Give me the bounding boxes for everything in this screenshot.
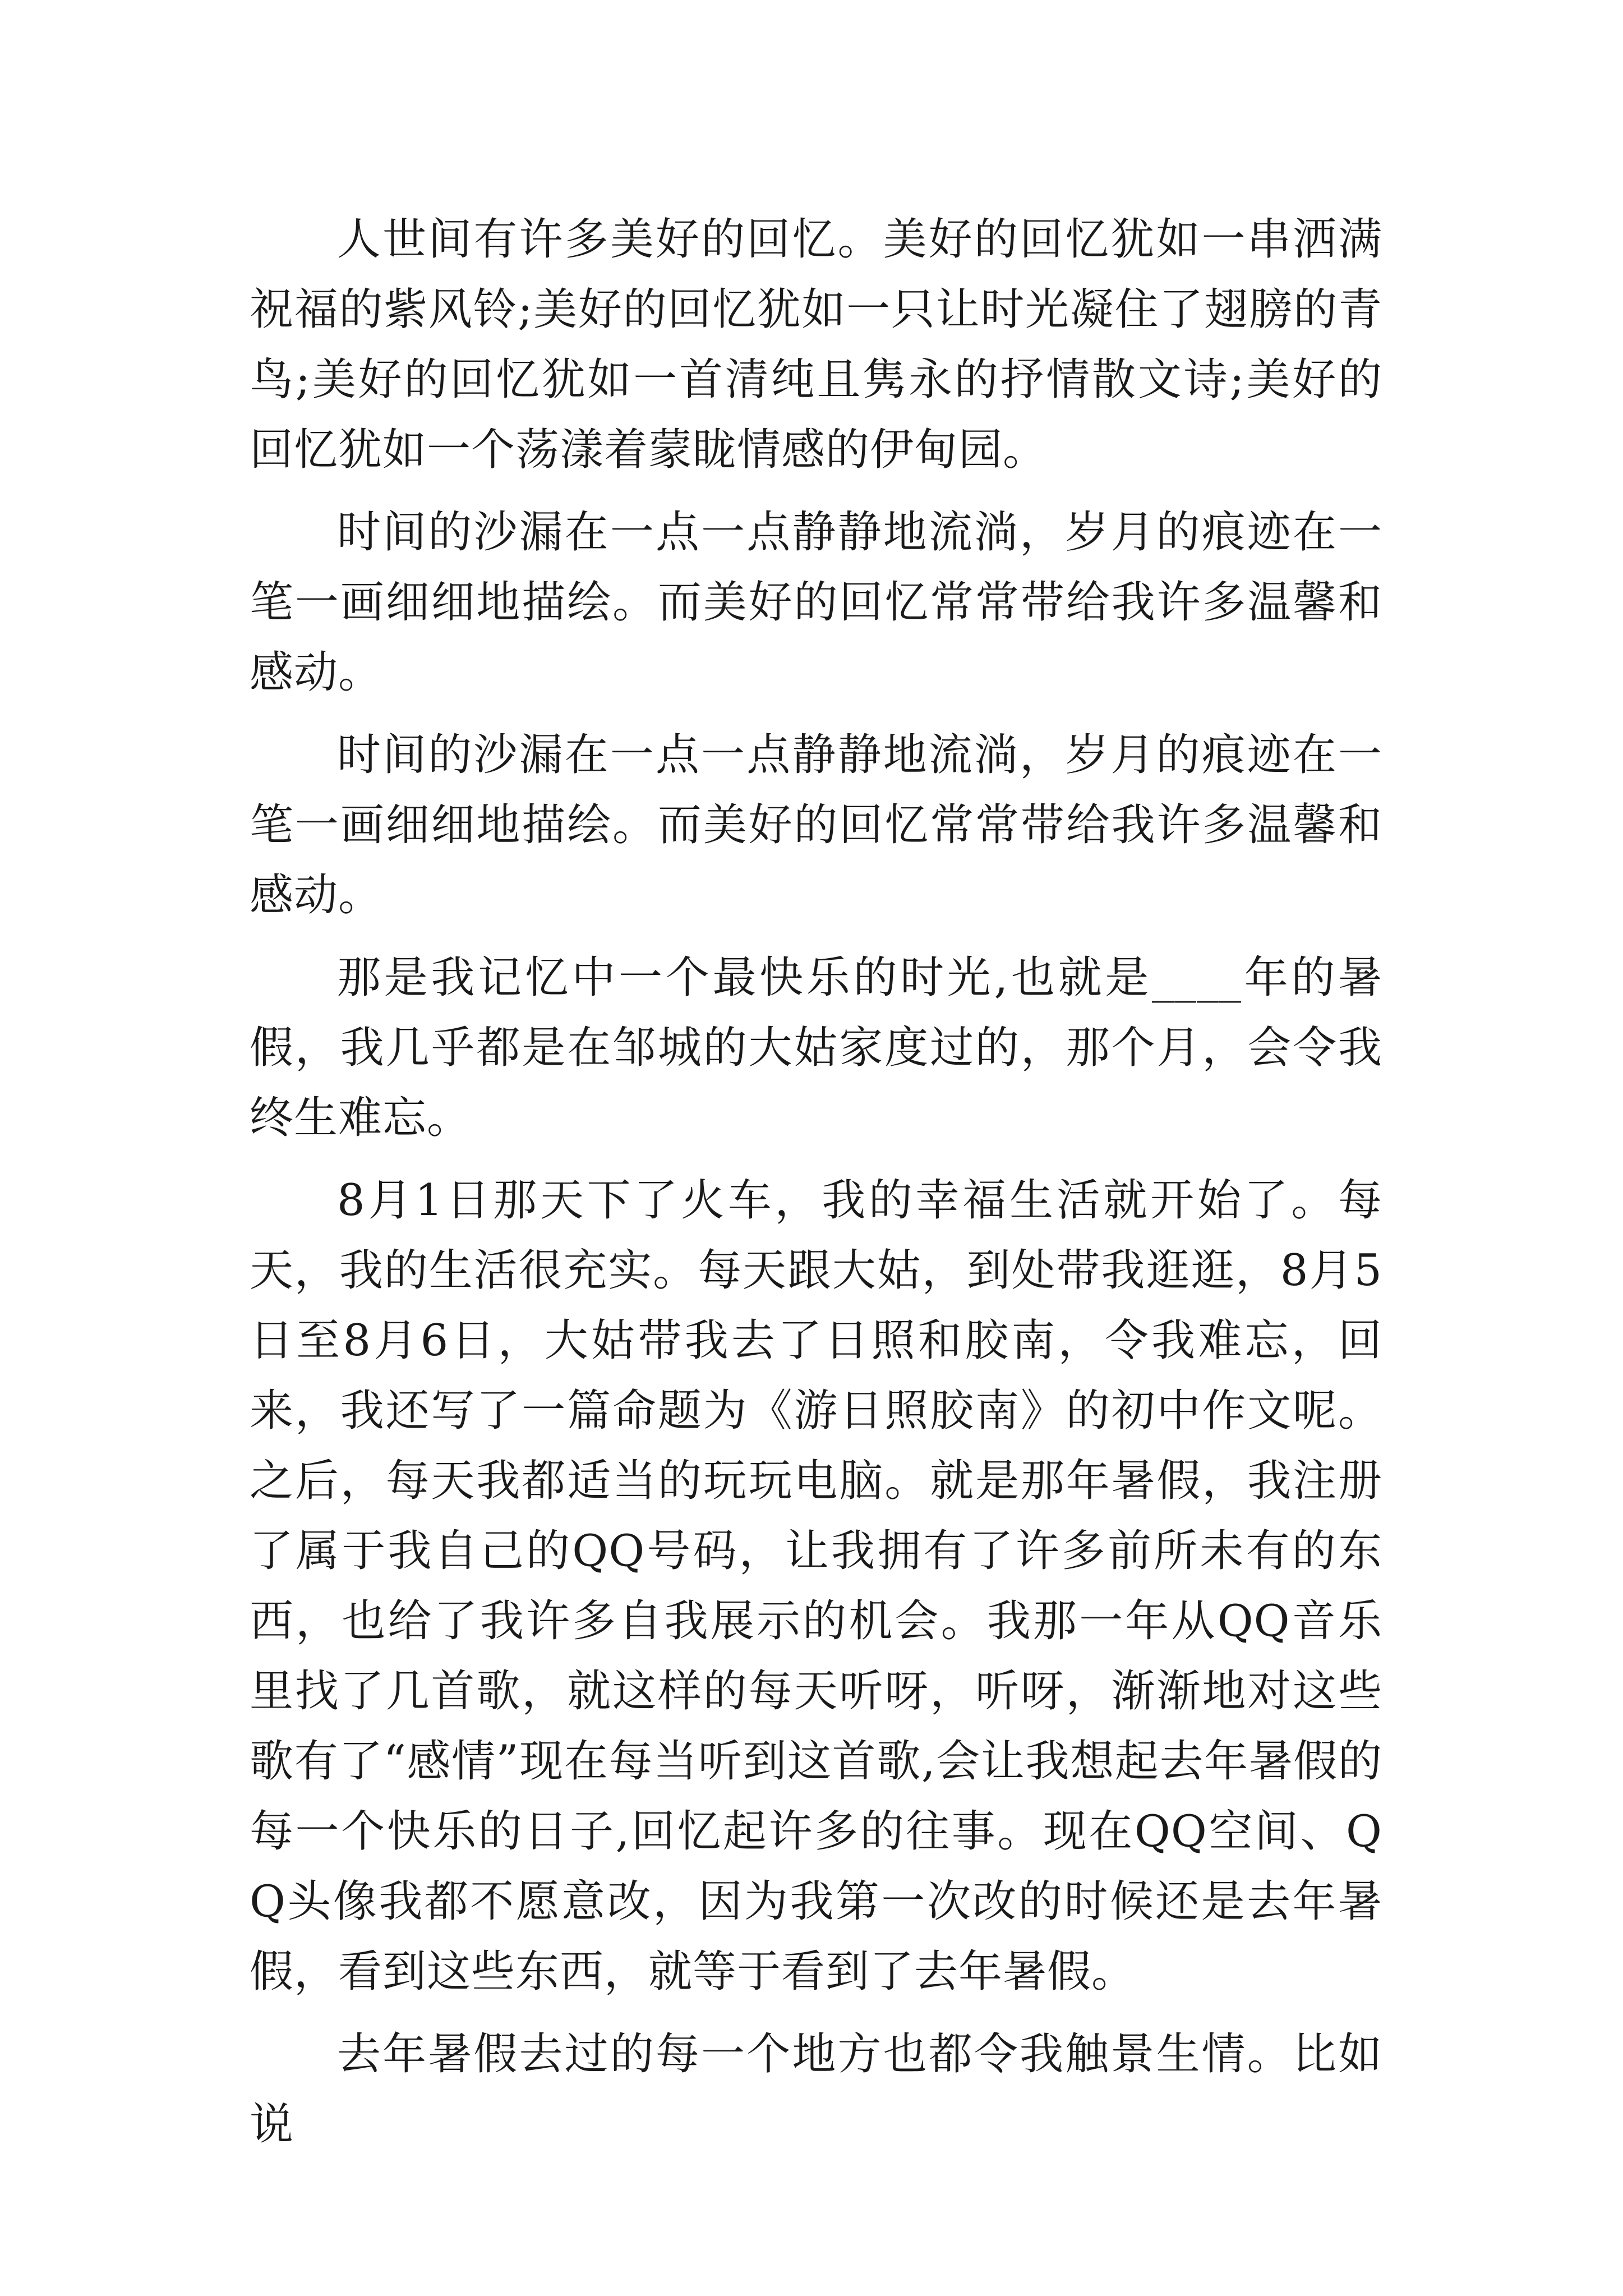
paragraph-2: 时间的沙漏在一点一点静静地流淌，岁月的痕迹在一笔一画细细地描绘。而美好的回忆常常带给我许多温馨和感动。 (250, 507, 1382, 698)
document-body (250, 205, 1382, 2160)
paragraph-1: 人世间有许多美好的回忆。美好的回忆犹如一串洒满祝福的紫风铃;美好的回忆犹如一只让时光凝住了翅膀的青鸟;美好的回忆犹如一首清纯且隽永的抒情散文诗;美好的回忆犹如一个荡漾着蒙眬情感的伊甸园。 (250, 214, 1382, 475)
paragraph-5: 8月1日那天下了火车，我的幸福生活就开始了。每天，我的生活很充实。每天跟大姑，到处带我逛逛，8月5日至8月6日，大姑带我去了日照和胶南，令我难忘，回来，我还写了一篇命题为《游日照胶南》的初中作文呢。之后，每天我都适当的玩玩电脑。就是那年暑假，我注册了属于我自己的QQ号码，让我拥有了许多前所未有的东西，也给了我许多自我展示的机会。我那一年从QQ音乐里找了几首歌，就这样的每天听呀，听呀，渐渐地对这些歌有了“感情”现在每当听到这首歌,会让我想起去年暑假的每一个快乐的日子,回忆起许多的往事。现在QQ空间、QQ头像我都不愿意改，因为我第一次改的时候还是去年暑假，看到这些东西，就等于看到了去年暑假。 (250, 1175, 1382, 1997)
paragraph-3: 时间的沙漏在一点一点静静地流淌，岁月的痕迹在一笔一画细细地描绘。而美好的回忆常常带给我许多温馨和感动。 (250, 730, 1382, 921)
paragraph-4: 那是我记忆中一个最快乐的时光,也就是____年的暑假，我几乎都是在邹城的大姑家度过的，那个月，会令我终生难忘。 (250, 953, 1382, 1143)
paragraph-6: 去年暑假去过的每一个地方也都令我触景生情。比如说 (250, 2029, 1382, 2150)
